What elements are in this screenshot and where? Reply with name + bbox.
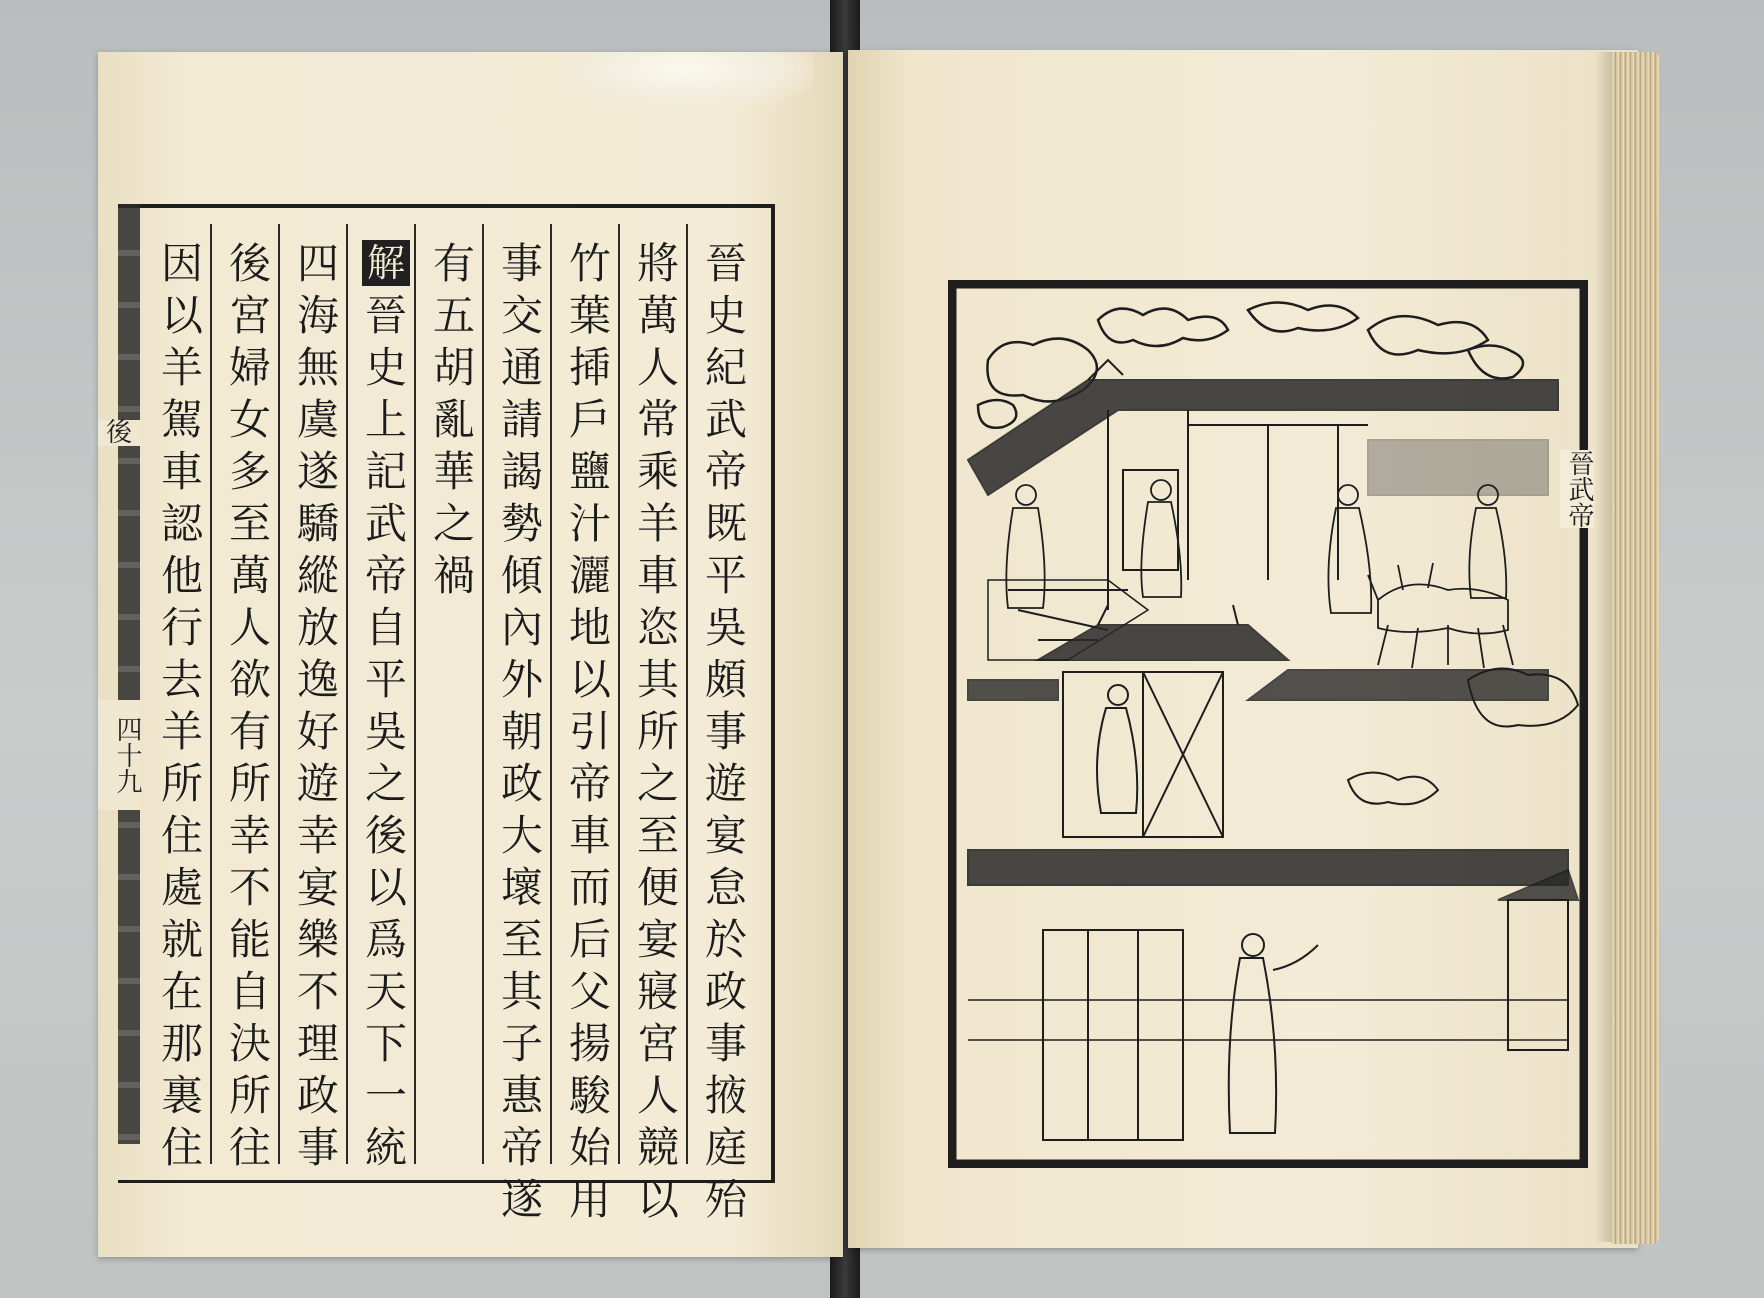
column-rule <box>618 224 620 1164</box>
text-character: 其 <box>500 967 543 1016</box>
column-rule <box>278 224 280 1164</box>
text-character: 於 <box>704 915 747 964</box>
text-character: 事 <box>704 1019 747 1068</box>
text-character: 父 <box>568 967 611 1016</box>
text-character: 人 <box>228 603 271 652</box>
column-rule <box>686 224 688 1164</box>
woodblock-illustration <box>948 280 1588 1168</box>
text-character: 女 <box>228 395 271 444</box>
text-character: 子 <box>500 1019 543 1068</box>
text-character: 競 <box>636 1123 679 1172</box>
lower-courtyard <box>968 850 1578 1140</box>
text-character: 一 <box>364 1071 407 1120</box>
text-character: 禍 <box>432 551 475 600</box>
text-character: 宴 <box>636 915 679 964</box>
text-character: 往 <box>228 1123 271 1172</box>
text-character: 武 <box>364 499 407 548</box>
text-character: 宴 <box>296 863 339 912</box>
text-character: 遂 <box>296 447 339 496</box>
text-character: 後 <box>228 239 271 288</box>
text-character: 史 <box>364 343 407 392</box>
text-character: 駿 <box>568 1071 611 1120</box>
text-character: 晉 <box>704 239 747 288</box>
text-character: 殆 <box>704 1175 747 1224</box>
text-character: 至 <box>500 915 543 964</box>
text-character: 遊 <box>704 759 747 808</box>
text-character: 遊 <box>296 759 339 808</box>
text-character: 外 <box>500 655 543 704</box>
text-character: 海 <box>296 291 339 340</box>
center-gutter-strip <box>118 204 140 1144</box>
text-character: 好 <box>296 707 339 756</box>
text-character: 自 <box>364 603 407 652</box>
figures-upper <box>1006 480 1506 613</box>
text-character: 壞 <box>500 863 543 912</box>
text-character: 惠 <box>500 1071 543 1120</box>
text-character: 無 <box>296 343 339 392</box>
text-character: 其 <box>636 655 679 704</box>
text-character: 史 <box>704 291 747 340</box>
text-character: 宴 <box>704 811 747 860</box>
text-character: 他 <box>160 551 203 600</box>
commentary-column <box>358 238 414 1174</box>
text-character: 既 <box>704 499 747 548</box>
text-character: 竹 <box>568 239 611 288</box>
text-character: 欲 <box>228 655 271 704</box>
text-character: 用 <box>568 1175 611 1224</box>
text-character: 吳 <box>364 707 407 756</box>
text-character: 下 <box>364 1019 407 1068</box>
text-character: 所 <box>228 1071 271 1120</box>
text-character: 行 <box>160 603 203 652</box>
text-character: 晉 <box>364 291 407 340</box>
text-character: 之 <box>364 759 407 808</box>
text-character: 認 <box>160 499 203 548</box>
text-character: 以 <box>364 863 407 912</box>
commentary-column <box>222 238 278 1174</box>
text-character: 宮 <box>228 291 271 340</box>
text-character: 處 <box>160 863 203 912</box>
text-character: 幸 <box>228 811 271 860</box>
text-character: 帝 <box>704 447 747 496</box>
column-rule <box>346 224 348 1164</box>
text-character: 至 <box>228 499 271 548</box>
text-character: 寢 <box>636 967 679 1016</box>
text-character: 多 <box>228 447 271 496</box>
text-character: 大 <box>500 811 543 860</box>
page-edges <box>1612 52 1660 1244</box>
text-character: 掖 <box>704 1071 747 1120</box>
text-character: 天 <box>364 967 407 1016</box>
text-column <box>698 238 754 1226</box>
text-character: 後 <box>364 811 407 860</box>
text-character: 不 <box>228 863 271 912</box>
text-character: 能 <box>228 915 271 964</box>
text-character: 事 <box>704 707 747 756</box>
text-character: 所 <box>636 707 679 756</box>
text-character: 紀 <box>704 343 747 392</box>
text-column <box>494 238 550 1226</box>
text-character: 帝 <box>568 759 611 808</box>
commentary-column <box>154 238 210 1174</box>
text-character: 之 <box>636 759 679 808</box>
text-character: 五 <box>432 291 475 340</box>
text-character: 縱 <box>296 551 339 600</box>
text-character: 以 <box>636 1175 679 1224</box>
text-column <box>630 238 686 1226</box>
text-character: 決 <box>228 1019 271 1068</box>
text-character: 朝 <box>500 707 543 756</box>
text-character: 武 <box>704 395 747 444</box>
text-character: 平 <box>364 655 407 704</box>
text-character: 去 <box>160 655 203 704</box>
text-character: 揷 <box>568 343 611 392</box>
text-character: 將 <box>636 239 679 288</box>
text-character: 乘 <box>636 447 679 496</box>
text-character: 亂 <box>432 395 475 444</box>
text-character: 遂 <box>500 1175 543 1224</box>
text-character: 華 <box>432 447 475 496</box>
text-character: 以 <box>568 655 611 704</box>
text-character: 政 <box>500 759 543 808</box>
upper-hall <box>968 360 1558 660</box>
text-character: 就 <box>160 915 203 964</box>
text-character: 后 <box>568 915 611 964</box>
text-character: 帝 <box>500 1123 543 1172</box>
text-character: 通 <box>500 343 543 392</box>
text-character: 萬 <box>228 551 271 600</box>
text-character: 車 <box>160 447 203 496</box>
margin-page-number: 四十九 <box>98 700 140 810</box>
text-character: 謁 <box>500 447 543 496</box>
text-character: 自 <box>228 967 271 1016</box>
illustration-caption: 晉武帝 <box>1560 450 1594 528</box>
text-character: 地 <box>568 603 611 652</box>
text-character: 庭 <box>704 1123 747 1172</box>
text-character: 帝 <box>364 551 407 600</box>
text-character: 事 <box>296 1123 339 1172</box>
commentary-column <box>290 238 346 1174</box>
text-character: 鹽 <box>568 447 611 496</box>
text-character: 人 <box>636 343 679 392</box>
text-character: 頗 <box>704 655 747 704</box>
text-character: 不 <box>296 967 339 1016</box>
text-character: 而 <box>568 863 611 912</box>
column-rule <box>550 224 552 1164</box>
text-character: 在 <box>160 967 203 1016</box>
text-character: 有 <box>228 707 271 756</box>
text-character: 上 <box>364 395 407 444</box>
text-character: 便 <box>636 863 679 912</box>
text-character: 吳 <box>704 603 747 652</box>
text-character: 至 <box>636 811 679 860</box>
text-character: 請 <box>500 395 543 444</box>
text-character: 那 <box>160 1019 203 1068</box>
text-character: 政 <box>296 1071 339 1120</box>
goat-cart <box>1368 563 1513 668</box>
text-character: 傾 <box>500 551 543 600</box>
commentary-marker: 解 <box>362 240 410 286</box>
text-character: 虞 <box>296 395 339 444</box>
paper-repair-patch <box>554 52 814 110</box>
text-character: 交 <box>500 291 543 340</box>
column-rule <box>482 224 484 1164</box>
text-character: 記 <box>364 447 407 496</box>
text-character: 始 <box>568 1123 611 1172</box>
text-character: 內 <box>500 603 543 652</box>
text-character: 葉 <box>568 291 611 340</box>
text-character: 羊 <box>160 707 203 756</box>
text-character: 所 <box>160 759 203 808</box>
text-character: 放 <box>296 603 339 652</box>
column-rule <box>210 224 212 1164</box>
text-character: 駕 <box>160 395 203 444</box>
text-character: 統 <box>364 1123 407 1172</box>
text-column <box>562 238 618 1226</box>
text-character: 胡 <box>432 343 475 392</box>
text-character: 勢 <box>500 499 543 548</box>
text-character: 四 <box>296 239 339 288</box>
text-character: 以 <box>160 291 203 340</box>
text-character: 逸 <box>296 655 339 704</box>
margin-label-top: 後 <box>98 420 140 446</box>
text-character: 事 <box>500 239 543 288</box>
text-character: 羊 <box>636 499 679 548</box>
text-character: 政 <box>704 967 747 1016</box>
text-character: 常 <box>636 395 679 444</box>
text-character: 怠 <box>704 863 747 912</box>
column-rule <box>414 224 416 1164</box>
text-character: 有 <box>432 239 475 288</box>
text-character: 住 <box>160 811 203 860</box>
text-character: 恣 <box>636 603 679 652</box>
text-character: 所 <box>228 759 271 808</box>
text-character: 萬 <box>636 291 679 340</box>
text-character: 戶 <box>568 395 611 444</box>
text-character: 灑 <box>568 551 611 600</box>
text-character: 爲 <box>364 915 407 964</box>
text-column <box>426 238 482 602</box>
text-character: 幸 <box>296 811 339 860</box>
text-character: 驕 <box>296 499 339 548</box>
text-character: 住 <box>160 1123 203 1172</box>
text-character: 裏 <box>160 1071 203 1120</box>
text-character: 揚 <box>568 1019 611 1068</box>
text-character: 羊 <box>160 343 203 392</box>
text-character: 因 <box>160 239 203 288</box>
text-character: 車 <box>636 551 679 600</box>
text-character: 宮 <box>636 1019 679 1068</box>
text-character: 車 <box>568 811 611 860</box>
text-character: 平 <box>704 551 747 600</box>
text-character: 之 <box>432 499 475 548</box>
text-character: 引 <box>568 707 611 756</box>
text-character: 婦 <box>228 343 271 392</box>
text-character: 理 <box>296 1019 339 1068</box>
text-character: 人 <box>636 1071 679 1120</box>
text-character: 樂 <box>296 915 339 964</box>
text-character: 汁 <box>568 499 611 548</box>
